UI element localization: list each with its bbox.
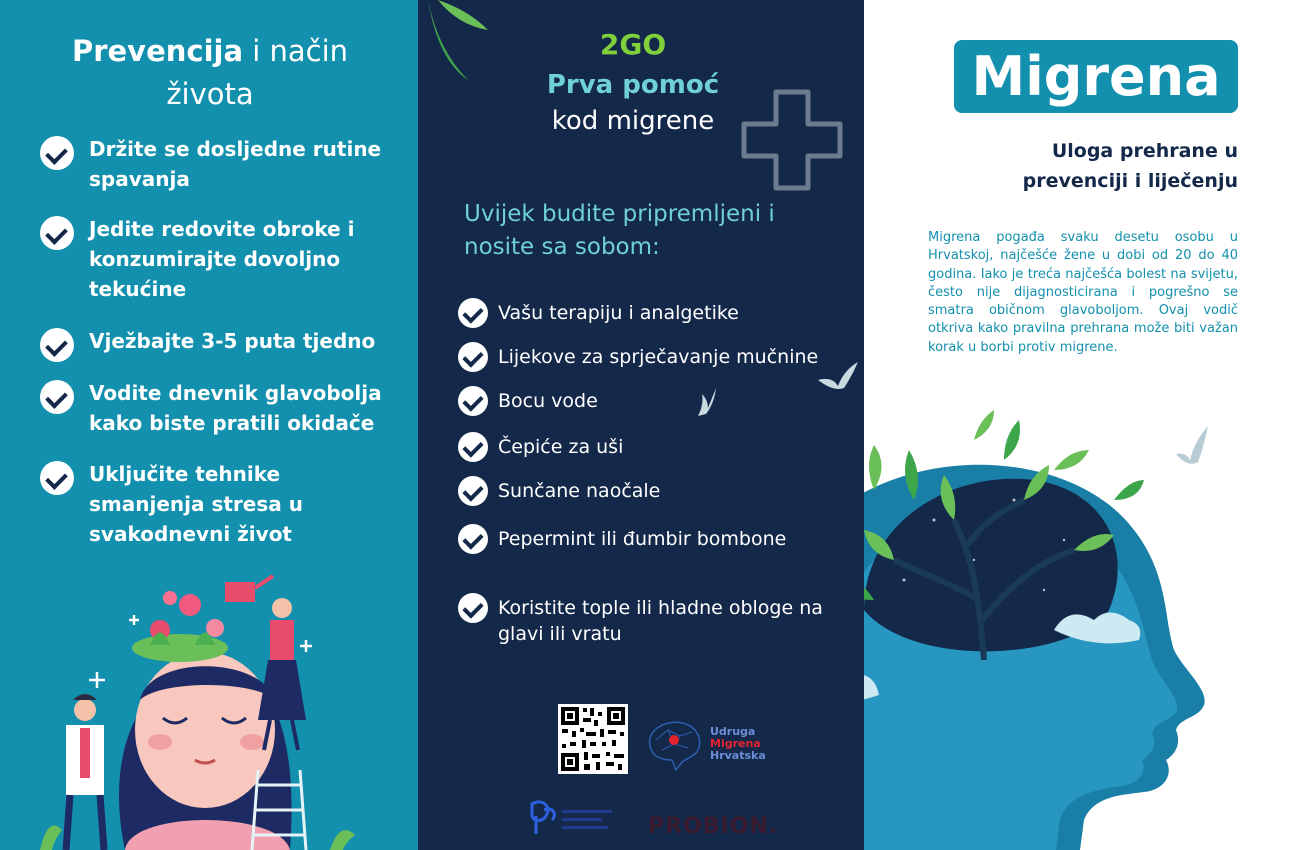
bird-icon bbox=[696, 386, 718, 418]
check-icon bbox=[40, 216, 74, 250]
middle-title-line1: Prva pomoć bbox=[546, 70, 720, 100]
brand-name: 2GO bbox=[599, 28, 667, 61]
carry-item-text: Sunčane naočale bbox=[498, 480, 661, 502]
carry-item-text: Lijekove za sprječavanje mučnine bbox=[498, 346, 819, 368]
check-icon bbox=[458, 432, 488, 462]
title-box bbox=[954, 40, 1238, 113]
prevention-item-text: Držite se dosljedne rutine spavanja bbox=[89, 137, 382, 191]
cross-outline-icon bbox=[740, 88, 844, 192]
left-title-rest: i način bbox=[252, 34, 349, 68]
left-panel bbox=[0, 0, 418, 850]
left-title bbox=[40, 30, 380, 116]
check-icon bbox=[458, 593, 488, 623]
check-icon bbox=[458, 524, 488, 554]
check-icon bbox=[458, 298, 488, 328]
left-title-line2: života bbox=[166, 77, 254, 111]
prevention-item-text: Vodite dnevnik glavobolja kako biste pratili okidače bbox=[89, 381, 382, 435]
middle-title-line2: kod migrene bbox=[551, 106, 715, 136]
leaf-icon bbox=[418, 0, 428, 40]
middle-panel bbox=[418, 0, 864, 850]
middle-intro: Uvijek budite pripremljeni i nosite sa sobom: bbox=[464, 201, 775, 260]
bird-icon bbox=[816, 360, 860, 396]
subtitle-line1: Uloga prehrane u bbox=[1051, 140, 1238, 162]
carry-item-text: Vašu terapiju i analgetike bbox=[498, 302, 739, 324]
check-icon bbox=[40, 380, 74, 414]
carry-item-text: Pepermint ili đumbir bombone bbox=[498, 528, 787, 550]
subtitle-line2: prevenciji i liječenju bbox=[1022, 170, 1238, 192]
leaf-icon bbox=[418, 0, 508, 90]
association-name-line2: Migrena bbox=[710, 737, 761, 750]
association-name-line3: Hrvatska bbox=[710, 749, 766, 762]
description: Migrena pogađa svaku desetu osobu u Hrvatskoj, najčešće žene u dobi od 20 do 40 godina. Iako je treća najčešća bolest na svijetu, često nije dijagnosticirana i pogrešno se smatra običnom glavoboljom. Ovaj vodič otkriva kako pravilna prehrana može biti važan korak u borbi protiv migrene. bbox=[928, 230, 1238, 355]
carry-item-text: Bocu vode bbox=[498, 390, 598, 412]
association-name-line1: Udruga bbox=[710, 725, 756, 738]
brain-logo-icon bbox=[642, 716, 706, 772]
check-icon bbox=[40, 461, 74, 495]
subtitle bbox=[974, 136, 1238, 196]
partner-logo-icon bbox=[522, 796, 622, 838]
woman-garden-illustration bbox=[0, 560, 418, 850]
check-icon bbox=[458, 386, 488, 416]
check-icon bbox=[40, 328, 74, 362]
page-title: Migrena bbox=[971, 45, 1221, 108]
left-title-bold: Prevencija bbox=[71, 34, 244, 68]
prevention-item-text: Vježbajte 3-5 puta tjedno bbox=[89, 329, 376, 353]
check-icon bbox=[40, 136, 74, 170]
carry-item-text: Koristite tople ili hladne obloge na glavi ili vratu bbox=[498, 597, 823, 645]
head-tree-illustration bbox=[864, 400, 1289, 850]
right-panel bbox=[864, 0, 1289, 850]
check-icon bbox=[458, 476, 488, 506]
check-icon bbox=[458, 342, 488, 372]
prevention-item-text: Jedite redovite obroke i konzumirajte dovoljno tekućine bbox=[89, 217, 355, 301]
prevention-item-text: Uključite tehnike smanjenja stresa u svakodnevni život bbox=[89, 462, 303, 546]
qr-code-icon bbox=[558, 704, 628, 774]
carry-item-text: Čepiće za uši bbox=[498, 436, 624, 458]
sponsor-logo: PROBION. bbox=[648, 814, 779, 839]
